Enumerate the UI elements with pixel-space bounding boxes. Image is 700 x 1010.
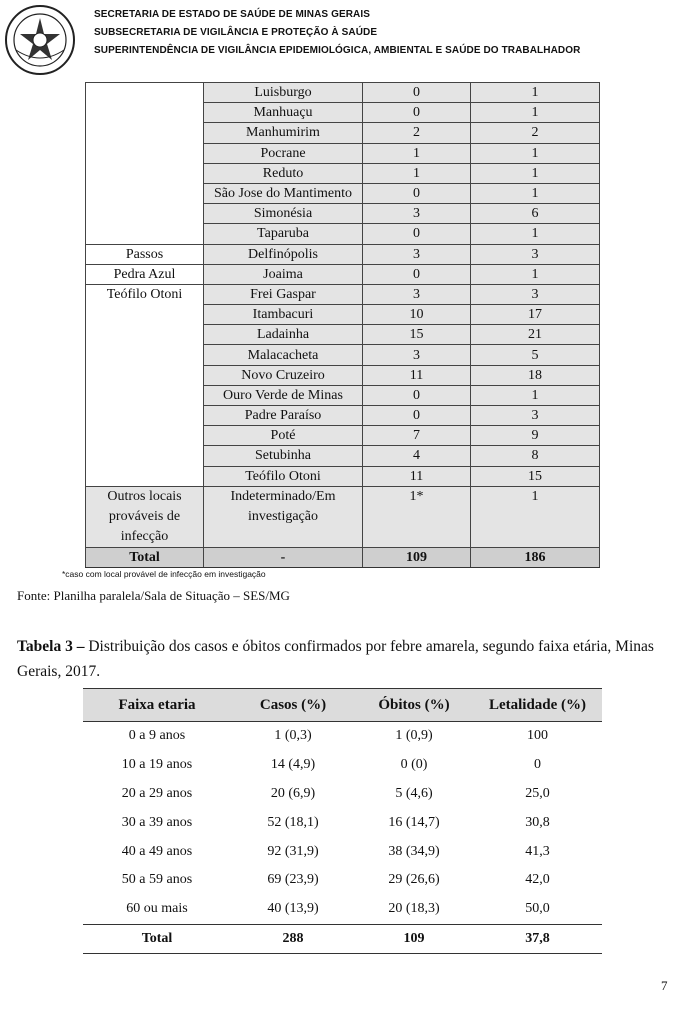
table-cell: 40 a 49 anos (121, 843, 193, 859)
footnote: *caso com local provável de infecção em investigação (62, 569, 266, 579)
total-cell: 1 (471, 83, 600, 103)
total-cell: 8 (471, 446, 600, 466)
table-cell: 20 (6,9) (270, 785, 316, 801)
page-header (0, 0, 700, 75)
total-cell: 1 (471, 224, 600, 244)
column-header: Letalidade (%) (473, 689, 602, 722)
table-cell: 42,0 (525, 872, 550, 888)
cases-cell: 0 (363, 264, 471, 284)
municipality-cell: Joaima (204, 264, 363, 284)
table-cell: 52 (18,1) (267, 814, 319, 830)
column-header: Óbitos (%) (355, 689, 473, 722)
cases-cell: 11 (363, 466, 471, 486)
total-total: 186 (471, 547, 600, 567)
table-cell: 1 (0,3) (274, 728, 312, 744)
table-cell: 0 (534, 757, 541, 773)
municipality-cell: Simonésia (204, 204, 363, 224)
table-row (86, 264, 600, 284)
total-label: Total (86, 547, 204, 567)
column-header: Casos (%) (231, 689, 355, 722)
cases-cell: 10 (363, 305, 471, 325)
table-cell: 20 (18,3) (388, 901, 440, 917)
table-cell: 41,3 (525, 843, 550, 859)
table-row (83, 722, 602, 751)
cases-cell: 3 (363, 284, 471, 304)
caption-label: Tabela 3 – (17, 638, 85, 655)
table-cell: 60 ou mais (126, 901, 188, 917)
table-row (86, 83, 600, 103)
header-line-2: SUBSECRETARIA DE VIGILÂNCIA E PROTEÇÃO À SAÚDE (94, 27, 378, 38)
table-cell: 30 a 39 anos (121, 814, 193, 830)
total-cases: 109 (363, 547, 471, 567)
table-row (83, 837, 602, 866)
age-table-header-row (83, 689, 602, 722)
total-cell: 3 (471, 244, 600, 264)
table-cell: 50 a 59 anos (121, 872, 193, 888)
region-cell: Outros locais prováveis de infecção (86, 486, 204, 547)
table-3-caption (17, 634, 682, 684)
cases-by-municipality-table (85, 82, 600, 568)
total-cell: 1 (471, 486, 600, 547)
cases-cell: 0 (363, 385, 471, 405)
municipality-cell: Ladainha (204, 325, 363, 345)
total-cell: 15 (471, 466, 600, 486)
municipality-cell: Delfinópolis (204, 244, 363, 264)
cases-cell: 0 (363, 103, 471, 123)
total-cell: 288 (231, 924, 355, 953)
municipality-cell: Indeterminado/Em investigação (204, 486, 363, 547)
age-group-table (83, 688, 602, 954)
total-cell: 1 (471, 163, 600, 183)
total-cell: 1 (471, 385, 600, 405)
table-cell: 100 (527, 728, 548, 744)
region-cell: Teófilo Otoni (86, 284, 204, 486)
total-cell: 109 (355, 924, 473, 953)
total-cell: 21 (471, 325, 600, 345)
caption-text: Distribuição dos casos e óbitos confirmados por febre amarela, segundo faixa etária, Minas Gerais, 2017. (17, 638, 654, 680)
municipality-cell: Malacacheta (204, 345, 363, 365)
total-cell: 18 (471, 365, 600, 385)
municipality-cell: Reduto (204, 163, 363, 183)
municipality-cell: Novo Cruzeiro (204, 365, 363, 385)
table-cell: 20 a 29 anos (121, 785, 193, 801)
table-cell: 29 (26,6) (388, 872, 440, 888)
municipality-cell: Padre Paraíso (204, 406, 363, 426)
municipality-cell: Pocrane (204, 143, 363, 163)
cases-cell: 0 (363, 406, 471, 426)
table-row (83, 808, 602, 837)
total-cell: 6 (471, 204, 600, 224)
total-municipality: - (204, 547, 363, 567)
region-cell: Passos (86, 244, 204, 264)
table-row (86, 486, 600, 547)
header-line-3: SUPERINTENDÊNCIA DE VIGILÂNCIA EPIDEMIOLÓGICA, AMBIENTAL E SAÚDE DO TRABALHADOR (94, 45, 581, 56)
municipality-cell: São Jose do Mantimento (204, 183, 363, 203)
total-cell: 9 (471, 426, 600, 446)
total-cell: 1 (471, 264, 600, 284)
total-cell: 2 (471, 123, 600, 143)
municipality-cell: Taparuba (204, 224, 363, 244)
state-seal-icon (4, 4, 76, 76)
cases-cell: 0 (363, 224, 471, 244)
total-cell: 17 (471, 305, 600, 325)
column-header: Faixa etaria (83, 689, 231, 722)
cases-cell: 3 (363, 244, 471, 264)
table-cell: 0 (0) (400, 757, 428, 773)
municipality-cell: Frei Gaspar (204, 284, 363, 304)
cases-cell: 3 (363, 345, 471, 365)
total-cell: 37,8 (473, 924, 602, 953)
cases-cell: 7 (363, 426, 471, 446)
table-cell: 69 (23,9) (267, 872, 319, 888)
table-row (86, 284, 600, 304)
total-cell: 1 (471, 143, 600, 163)
municipality-cell: Setubinha (204, 446, 363, 466)
total-cell: Total (83, 924, 231, 953)
cases-cell: 1 (363, 163, 471, 183)
municipality-cell: Manhuaçu (204, 103, 363, 123)
header-line-1: SECRETARIA DE ESTADO DE SAÚDE DE MINAS GERAIS (94, 9, 371, 20)
table-cell: 30,8 (525, 814, 550, 830)
table-cell: 14 (4,9) (270, 757, 316, 773)
municipality-cell: Manhumirim (204, 123, 363, 143)
table-row (83, 751, 602, 780)
table-cell: 92 (31,9) (267, 843, 319, 859)
cases-cell: 0 (363, 83, 471, 103)
table-cell: 50,0 (525, 901, 550, 917)
total-cell: 1 (471, 183, 600, 203)
cases-cell: 3 (363, 204, 471, 224)
table-cell: 16 (14,7) (388, 814, 440, 830)
source-note: Fonte: Planilha paralela/Sala de Situação – SES/MG (17, 588, 290, 603)
municipality-cell: Ouro Verde de Minas (204, 385, 363, 405)
table-row (86, 244, 600, 264)
region-cell-empty (86, 83, 204, 245)
municipality-cell: Luisburgo (204, 83, 363, 103)
cases-cell: 2 (363, 123, 471, 143)
cases-cell: 1 (363, 143, 471, 163)
total-cell: 3 (471, 406, 600, 426)
page-number: 7 (661, 978, 668, 993)
table-row (83, 895, 602, 924)
table-cell: 40 (13,9) (267, 901, 319, 917)
cases-cell: 15 (363, 325, 471, 345)
total-row (86, 547, 600, 567)
cases-cell: 11 (363, 365, 471, 385)
total-cell: 3 (471, 284, 600, 304)
cases-cell: 4 (363, 446, 471, 466)
table-cell: 10 a 19 anos (121, 757, 193, 773)
cases-cell: 1* (363, 486, 471, 547)
municipality-cell: Teófilo Otoni (204, 466, 363, 486)
table-row (83, 780, 602, 809)
table-cell: 5 (4,6) (395, 785, 433, 801)
municipality-cell: Itambacuri (204, 305, 363, 325)
municipality-cell: Poté (204, 426, 363, 446)
total-cell: 1 (471, 103, 600, 123)
table-cell: 1 (0,9) (395, 728, 433, 744)
total-cell: 5 (471, 345, 600, 365)
table-cell: 38 (34,9) (388, 843, 440, 859)
total-row (83, 924, 602, 953)
table-cell: 0 a 9 anos (128, 728, 186, 744)
table-row (83, 866, 602, 895)
cases-cell: 0 (363, 183, 471, 203)
region-cell: Pedra Azul (86, 264, 204, 284)
table-cell: 25,0 (525, 785, 550, 801)
